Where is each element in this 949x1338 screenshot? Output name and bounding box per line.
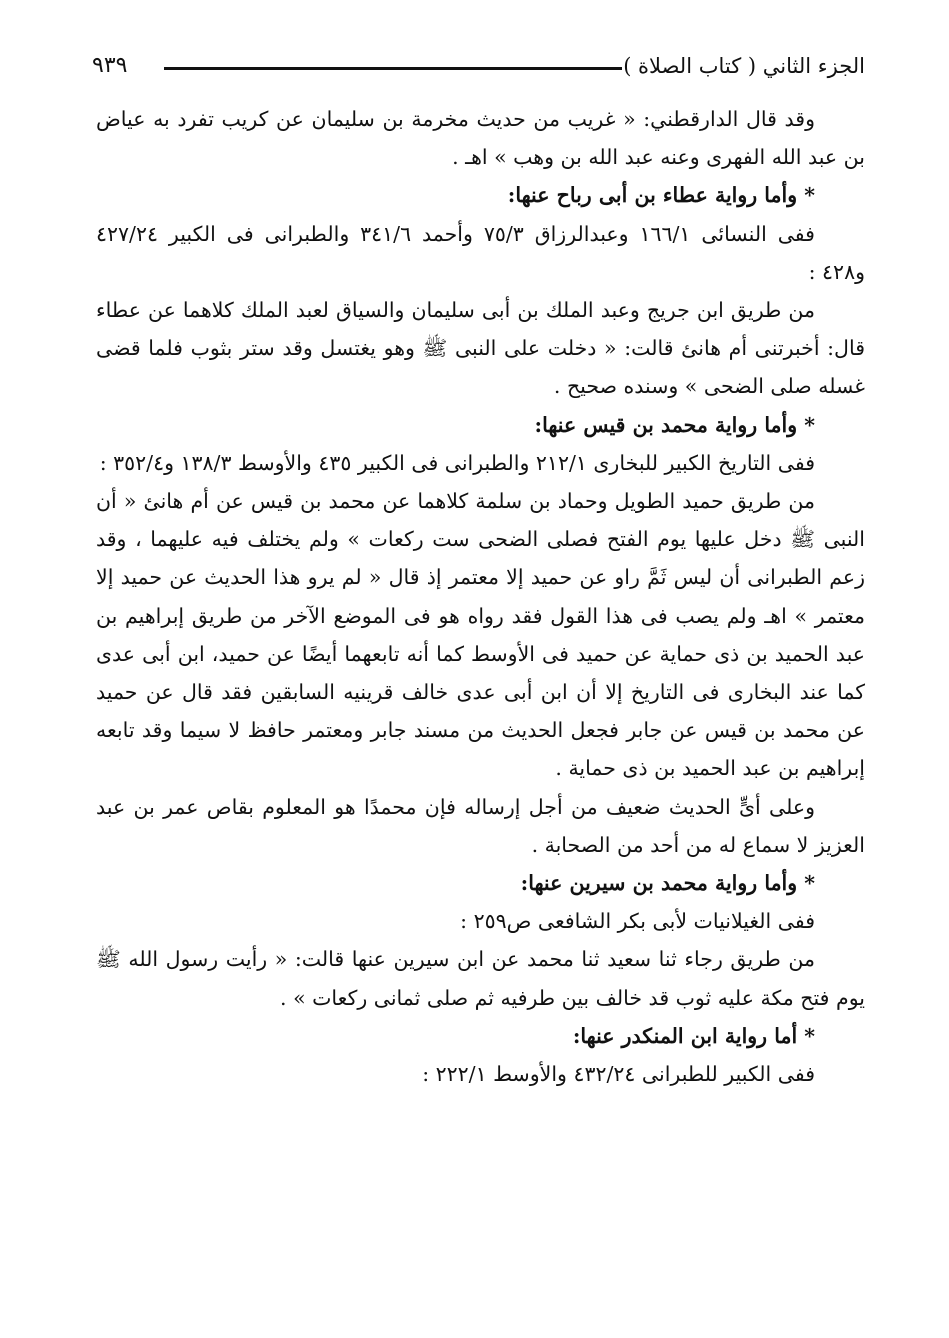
running-title: الجزء الثاني ( كتاب الصلاة ) (623, 54, 865, 78)
page-number: ٩٣٩ (92, 53, 128, 78)
paragraph-daraqutni: وقد قال الدارقطني: « غريب من حديث مخرمة بن سليمان عن كريب تفرد به عياض بن عبد الله الفهرى وعنه عبد الله بن وهب » اهـ . (96, 107, 865, 170)
paragraph-chain-sirin: من طريق رجاء ثنا سعيد ثنا محمد عن ابن سيرين عنها قالت: « رأيت رسول الله ﷺ يوم فتح مكة عليه ثوب قد خالف بين طرفيه ثم صلى ثمانى ركعات » . (96, 947, 865, 1010)
paragraph-chain-qays: من طريق حميد الطويل وحماد بن سلمة كلاهما عن محمد بن قيس عن أم هانئ « أن النبى ﷺ دخل عليها يوم الفتح فصلى الضحى ست ركعات » ولم يختلف فيه عليهما ، وقد زعم الطبرانى أن ليس ثَمَّ راو عن حميد إلا معتمر إذ قال « لم يرو هذا الحديث عن حميد إلا معتمر » اهـ ولم يصب فى هذا القول فقد رواه هو فى الموضع الآخر من طريق إبراهيم بن عبد الحميد بن ذى حماية عن حميد فى الأوسط كما أنه تابعهما أيضًا عن حميد، ابن أبى عدى كما عند البخارى فى التاريخ إلا أن ابن أبى عدى خالف قرينيه السابقين فقد قال عن حميد عن محمد بن قيس عن جابر فجعل الحديث من مسند جابر ومعتمر حافظ لا سيما وقد تابعه إبراهيم بن عبد الحميد بن ذى حماية . (96, 489, 865, 781)
section-heading-sirin: * وأما رواية محمد بن سيرين عنها: (520, 871, 815, 896)
paragraph-sources-qays: ففى التاريخ الكبير للبخارى ٢١٢/١ والطبرانى فى الكبير ٤٣٥ والأوسط ١٣٨/٣ و٣٥٢/٤ : (99, 450, 815, 475)
page-header (92, 46, 865, 86)
paragraph-sources-ata: ففى النسائى ١٦٦/١ وعبدالرزاق ٧٥/٣ وأحمد ٣٤١/٦ والطبرانى فى الكبير ٤٢٧/٢٤ و٤٢٨ : (96, 221, 865, 284)
paragraph-verdict: وعلى أىٍّ الحديث ضعيف من أجل إرساله فإن محمدًا هو المعلوم بقاص عمر بن عبد العزيز لا سماع له من أحد من الصحابة . (96, 794, 865, 857)
paragraph-chain-ata: من طريق ابن جريج وعبد الملك بن أبى سليمان والسياق لعبد الملك كلاهما عن عطاء قال: أخبرتنى أم هانئ قالت: « دخلت على النبى ﷺ وهو يغتسل وقد ستر بثوب فلما قضى غسله صلى الضحى » وسنده صحيح . (96, 298, 865, 399)
page-body (96, 100, 865, 1093)
header-rule (164, 67, 622, 70)
section-heading-ata: * وأما رواية عطاء بن أبى رباح عنها: (507, 183, 815, 208)
section-heading-qays: * وأما رواية محمد بن قيس عنها: (534, 412, 815, 437)
paragraph-sources-sirin: ففى الغيلانيات لأبى بكر الشافعى ص٢٥٩ : (460, 909, 815, 934)
paragraph-sources-munkadir: ففى الكبير للطبرانى ٤٣٢/٢٤ والأوسط ٢٢٢/١ : (422, 1062, 815, 1087)
section-heading-munkadir: * أما رواية ابن المنكدر عنها: (572, 1023, 815, 1048)
